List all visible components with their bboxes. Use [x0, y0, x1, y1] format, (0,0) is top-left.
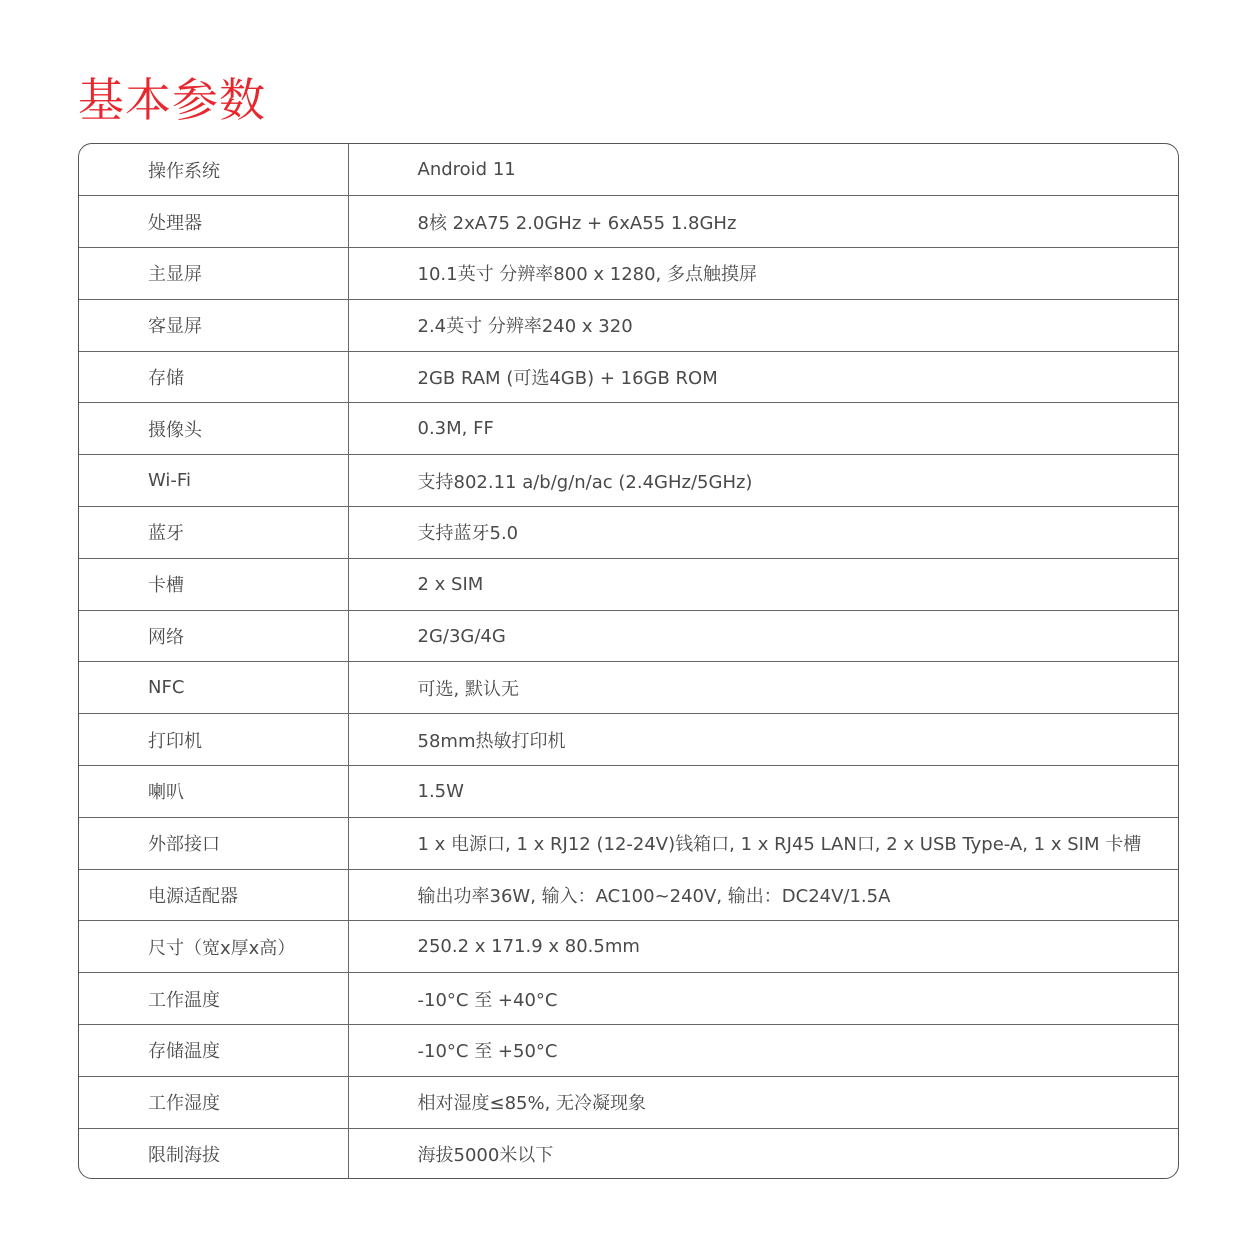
spec-value: 2.4英寸 分辨率240 x 320 [348, 299, 1178, 351]
table-row [79, 507, 1178, 559]
spec-label: 喇叭 [79, 766, 348, 818]
spec-value: Android 11 [348, 144, 1178, 196]
spec-label: 卡槽 [79, 558, 348, 610]
table-row [79, 869, 1178, 921]
spec-value: 支持802.11 a/b/g/n/ac (2.4GHz/5GHz) [348, 455, 1178, 507]
table-row [79, 973, 1178, 1025]
table-row [79, 921, 1178, 973]
spec-label: 工作湿度 [79, 1076, 348, 1128]
spec-value: 输出功率36W, 输入：AC100~240V, 输出：DC24V/1.5A [348, 869, 1178, 921]
spec-value: 8核 2xA75 2.0GHz + 6xA55 1.8GHz [348, 196, 1178, 248]
spec-label: 存储温度 [79, 1025, 348, 1077]
spec-value: -10°C 至 +50°C [348, 1025, 1178, 1077]
table-row [79, 1128, 1178, 1179]
table-row [79, 714, 1178, 766]
spec-table-container [78, 143, 1179, 1179]
table-row [79, 403, 1178, 455]
spec-value: 海拔5000米以下 [417, 1145, 554, 1167]
spec-value: 58mm热敏打印机 [348, 714, 1178, 766]
spec-table [79, 144, 1178, 1179]
spec-label: 主显屏 [79, 248, 348, 300]
spec-value: 2GB RAM (可选4GB) + 16GB ROM [348, 351, 1178, 403]
table-row [79, 1025, 1178, 1077]
spec-label: 客显屏 [79, 299, 348, 351]
spec-label: 摄像头 [79, 403, 348, 455]
spec-label: 蓝牙 [79, 507, 348, 559]
page-title: 基本参数 [78, 73, 266, 127]
spec-value: -10°C 至 +40°C [348, 973, 1178, 1025]
spec-label: 外部接口 [79, 817, 348, 869]
spec-value: 0.3M, FF [348, 403, 1178, 455]
spec-value: 10.1英寸 分辨率800 x 1280, 多点触摸屏 [348, 248, 1178, 300]
table-row [79, 351, 1178, 403]
spec-value: 2 x SIM [348, 558, 1178, 610]
spec-value: 1.5W [348, 766, 1178, 818]
table-row [79, 1076, 1178, 1128]
table-row [79, 196, 1178, 248]
spec-value: 可选, 默认无 [348, 662, 1178, 714]
table-row [79, 766, 1178, 818]
table-row [79, 455, 1178, 507]
table-row [79, 662, 1178, 714]
spec-value: 1 x 电源口, 1 x RJ12 (12-24V)钱箱口, 1 x RJ45 LAN口, 2 x USB Type-A, 1 x SIM 卡槽 [348, 817, 1178, 869]
table-row [79, 558, 1178, 610]
spec-label: 网络 [79, 610, 348, 662]
spec-value: 相对湿度≤85%, 无冷凝现象 [348, 1076, 1178, 1128]
spec-value: 2G/3G/4G [348, 610, 1178, 662]
spec-label: 操作系统 [79, 144, 348, 196]
table-row [79, 248, 1178, 300]
spec-label: 打印机 [79, 714, 348, 766]
spec-label: 限制海拔 [79, 1128, 348, 1179]
spec-label: 尺寸（宽x厚x高） [79, 921, 348, 973]
spec-value: 250.2 x 171.9 x 80.5mm [348, 921, 1178, 973]
spec-label: NFC [79, 662, 348, 714]
spec-label: 工作温度 [79, 973, 348, 1025]
spec-label: Wi-Fi [79, 455, 348, 507]
spec-label: 存储 [79, 351, 348, 403]
spec-value: 支持蓝牙5.0 [348, 507, 1178, 559]
spec-label: 处理器 [79, 196, 348, 248]
table-row [79, 144, 1178, 196]
table-row [79, 610, 1178, 662]
spec-label: 电源适配器 [79, 869, 348, 921]
table-row [79, 299, 1178, 351]
table-row [79, 817, 1178, 869]
